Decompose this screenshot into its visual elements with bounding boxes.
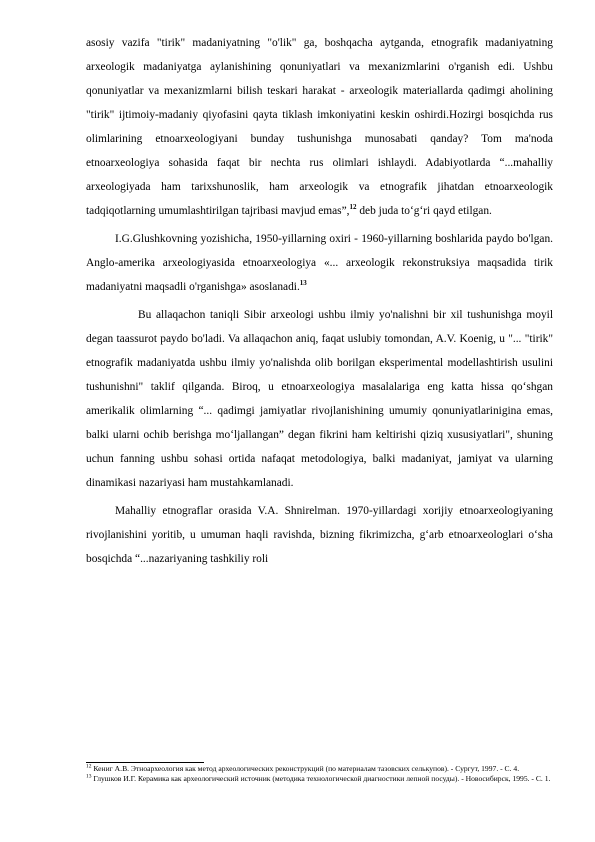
footnote-13 [86, 774, 553, 784]
paragraph-3 [86, 303, 553, 495]
paragraph-2 [86, 227, 553, 299]
footnote-number: 12 [86, 763, 92, 770]
paragraph-1 [86, 31, 553, 223]
footnote-12 [86, 764, 553, 774]
document-page [86, 0, 553, 842]
footnotes [86, 764, 553, 785]
paragraph-3-text: Bu allaqachon taniqli Sibir arxeologi ushbu ilmiy yo'nalishni bir xil tushunishga moyil degan taassurot paydo bo'ladi. Va allaqachon aniq, faqat uslubiy tomondan, A.V. Koenig, u "... "tirik" etnografik madaniyatda ushbu ilmiy yo'nalishda olib borilgan eksperimental modellashtirish usulini tushunishni" taklif qilganda. Biroq, u etnoarxeologiya masalalariga eng katta hissa qo‘shgan amerikalik olimlarning “... qadimgi jamiyatlar rivojlanishining umumiy qonuniyatlarinigina emas, balki ularni ochib berishga mo‘ljallangan” degan fikrini ham keltirishi qiziq xususiyatlari", shuning uchun fanning ushbu sohasi ortida nafaqat metodologiya, balki madaniyat, jamiyat va ularning dinamikasi nazariyasi ham mustahkamlanadi. [86, 309, 553, 489]
body-text [86, 31, 553, 571]
footnote-divider [86, 762, 204, 763]
footnote-ref-13: 13 [299, 279, 307, 288]
paragraph-1-tail: deb juda to‘g‘ri qayd etilgan. [356, 205, 492, 217]
paragraph-4 [86, 499, 553, 571]
footnote-text: Глушков И.Г. Керамика как археологический источник (методика технологической диагностики лепной посуды). - Новосибирск, 1995. - С. 1. [91, 774, 551, 784]
paragraph-4-text: Mahalliy etnograflar orasida V.A. Shnirelman. 1970-yillardagi xorijiy etnoarxeologiyaning rivojlanishini yoritib, u umuman haqli ravishda, bizning fikrimizcha, g‘arb etnoarxeologlari o‘sha bosqichda “...nazariyaning tashkiliy roli [86, 505, 553, 565]
footnote-text: Кениг А.В. Этноархеология как метод археологических реконструкций (по материалам тазовских селькупов). - Сургут, 1997. - С. 4. [91, 764, 520, 773]
paragraph-2-text: I.G.Glushkovning yozishicha, 1950-yillarning oxiri - 1960-yillarning boshlarida paydo bo'lgan. Anglo-amerika arxeologiyasida etnoarxeologiya «... arxeologik rekonstruksiya maqsadida tirik madaniyatni maqsadli o'rganishga» asoslanadi. [86, 233, 553, 293]
footnote-ref-12: 12 [349, 203, 357, 212]
footnote-number: 13 [86, 773, 92, 780]
paragraph-1-text: asosiy vazifa "tirik" madaniyatning "o'lik" ga, boshqacha aytganda, etnografik madaniyatning arxeologik madaniyatga aylanishining qonuniyatlari va mexanizmlarini o'rganish edi. Ushbu qonuniyatlar va mexanizmlarni bilish teskari harakat - arxeologik materiallarda qadimgi aholining "tirik" ijtimoiy-madaniy qiyofasini qayta tiklash imkoniyatini keskin oshirdi.Hozirgi bosqichda rus olimlarining etnoarxeologiyani bunday tushunishga munosabati qanday? Tom ma'noda etnoarxeologiya sohasida faqat bir nechta rus olimlari ishlaydi. Adabiyotlarda “...mahalliy arxeologiyada ham tarixshunoslik, ham arxeologik va etnografik jihatdan etnoarxeologik tadqiqotlarning umumlashtirilgan tajribasi mavjud emas”, [86, 37, 553, 217]
